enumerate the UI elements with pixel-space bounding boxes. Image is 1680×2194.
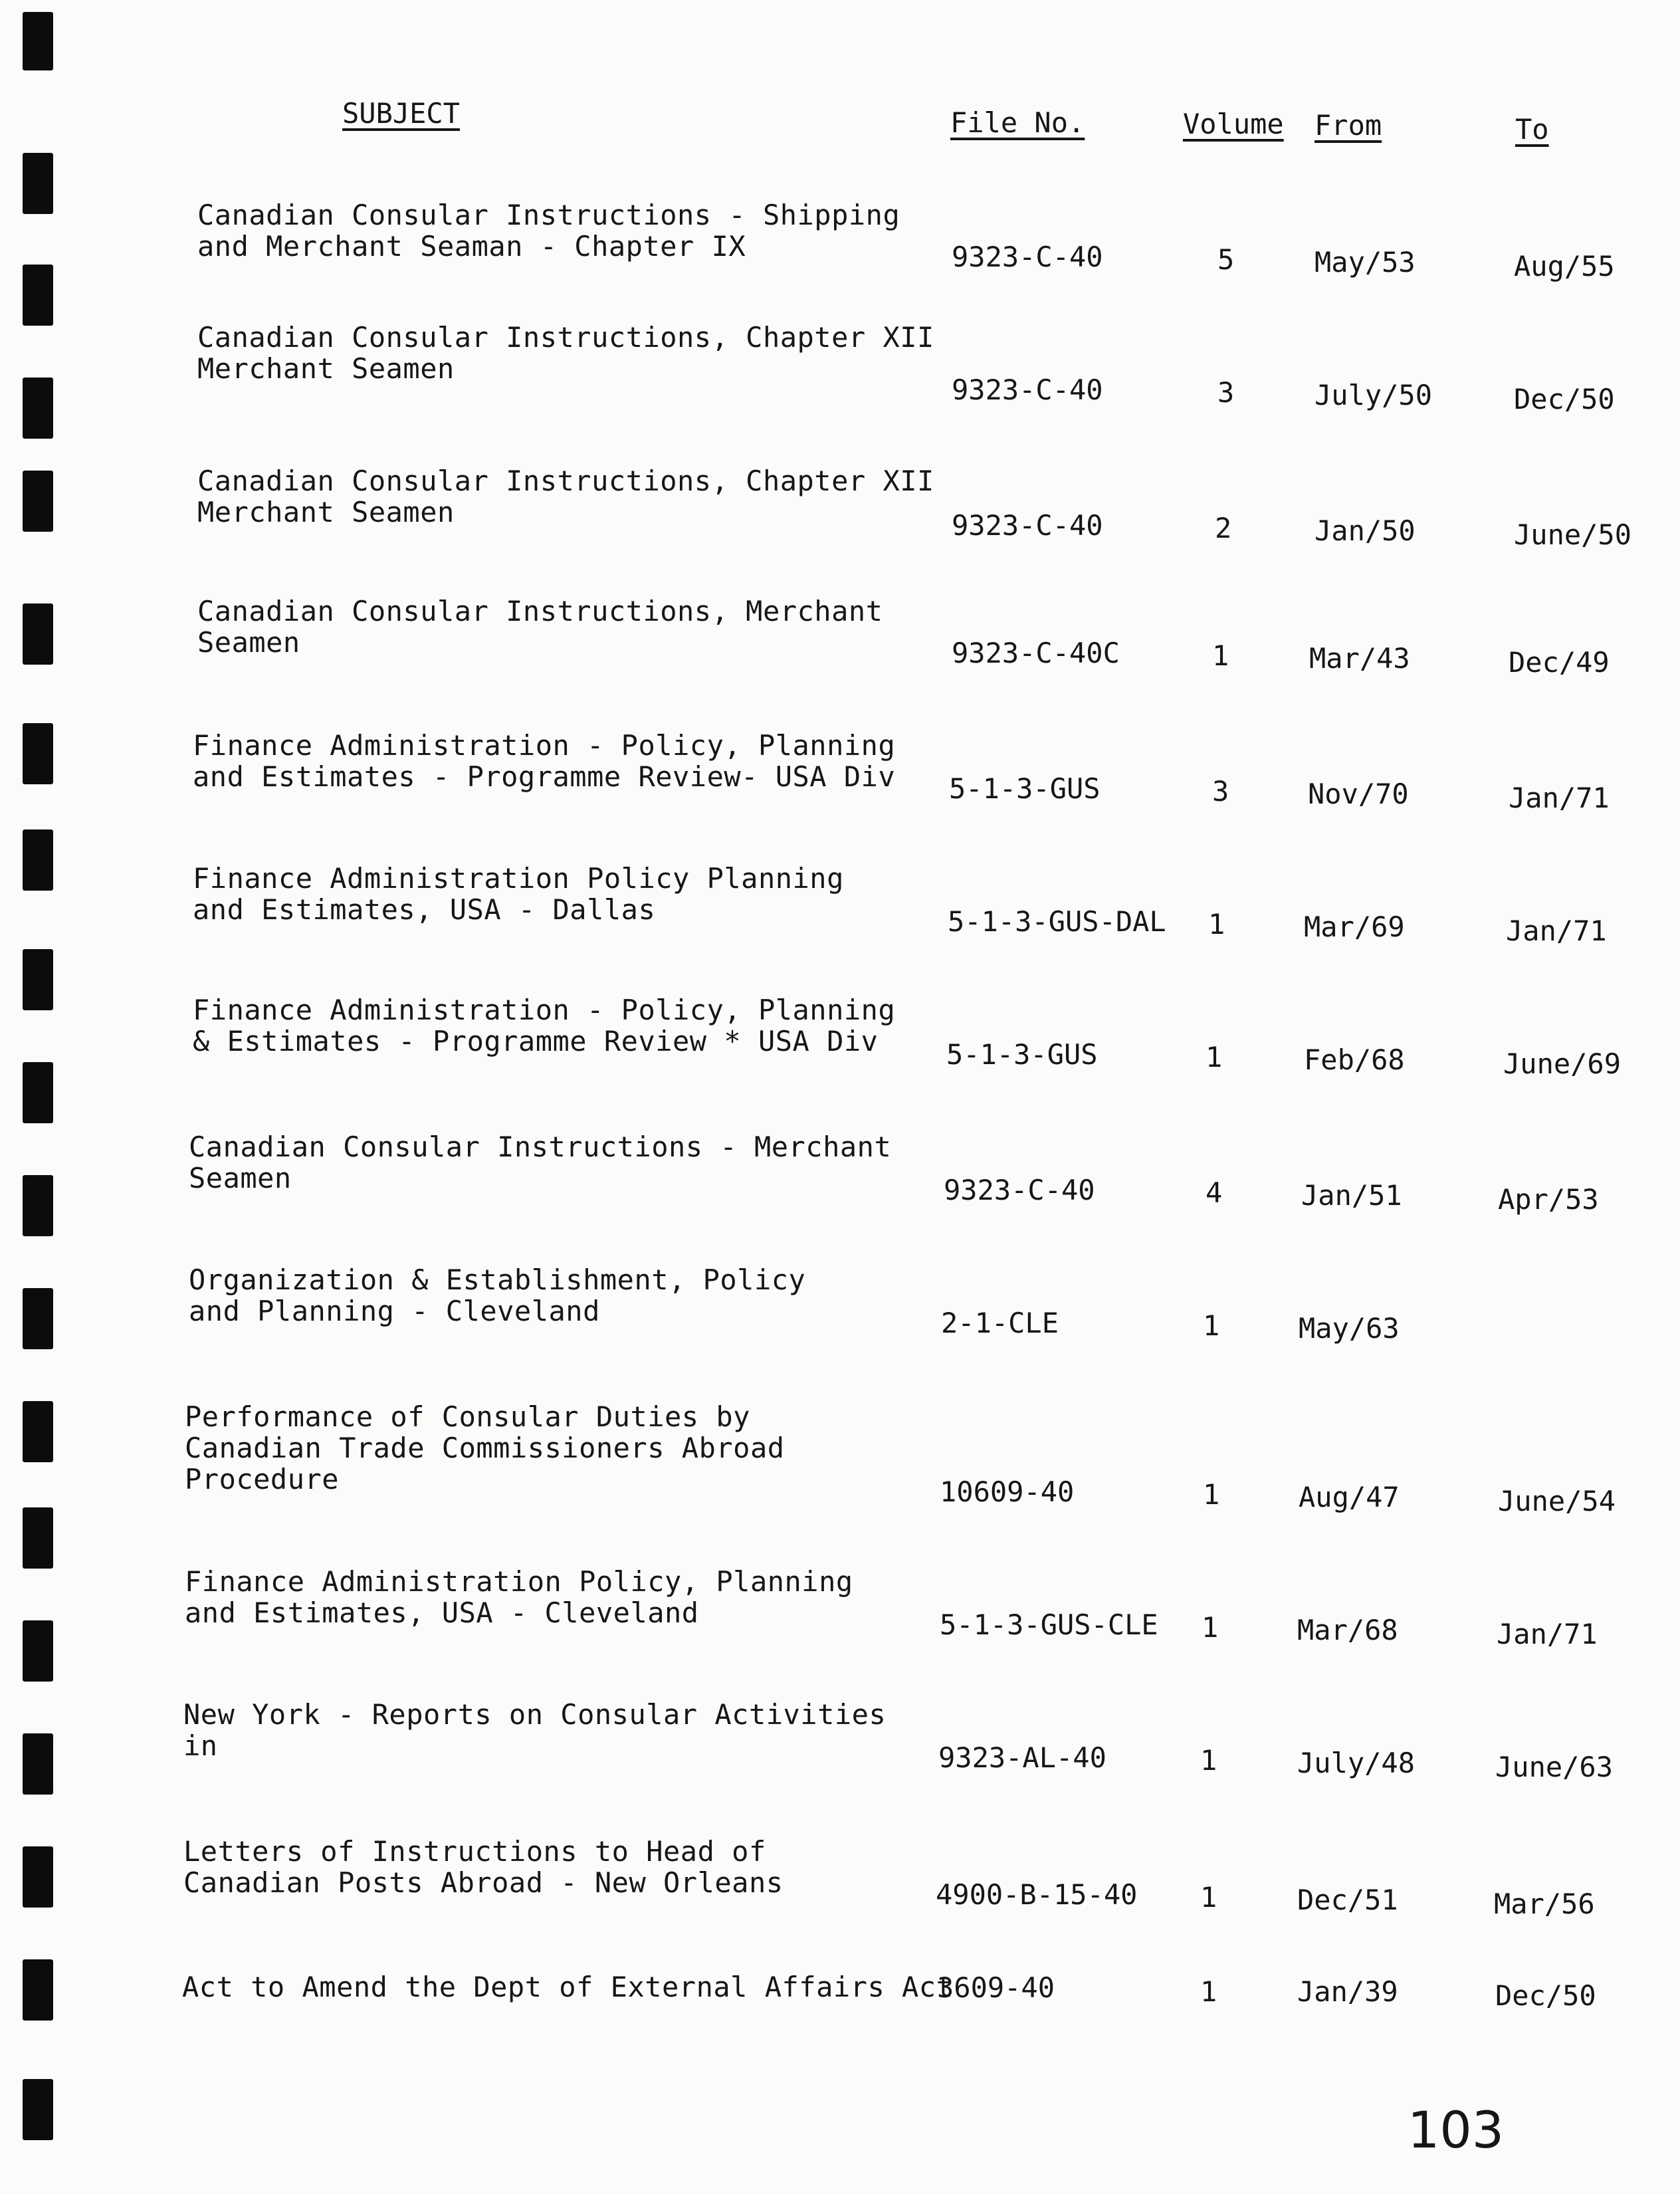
binder-hole	[23, 1507, 53, 1569]
to-cell: Mar/56	[1494, 1888, 1595, 1920]
subject-cell: Canadian Consular Instructions, Chapter XII Merchant Seamen	[197, 465, 934, 528]
subject-cell: Canadian Consular Instructions - Shipping and Merchant Seaman - Chapter IX	[197, 199, 900, 263]
volume-cell: 1	[1206, 1041, 1223, 1073]
subject-cell: Canadian Consular Instructions, Merchant Seamen	[197, 595, 883, 659]
header-from: From	[1314, 109, 1382, 142]
binder-hole	[23, 2079, 53, 2140]
to-cell: Aug/55	[1514, 250, 1615, 282]
file-no-cell: 9323-C-40	[944, 1174, 1095, 1206]
subject-cell: Canadian Consular Instructions - Merchant Seamen	[189, 1131, 892, 1194]
header-volume: Volume	[1183, 108, 1284, 140]
volume-cell: 5	[1217, 243, 1235, 276]
to-cell: Dec/50	[1495, 1979, 1596, 2012]
file-no-cell: 4900-B-15-40	[936, 1878, 1138, 1911]
to-cell: June/69	[1503, 1047, 1622, 1080]
from-cell: Mar/68	[1297, 1614, 1398, 1646]
from-cell: July/48	[1297, 1747, 1416, 1779]
binder-hole	[23, 829, 53, 891]
binder-hole	[23, 1062, 53, 1123]
from-cell: May/63	[1299, 1312, 1400, 1345]
to-cell: Dec/49	[1509, 646, 1610, 679]
from-cell: Jan/39	[1297, 1975, 1398, 2008]
volume-cell: 3	[1217, 376, 1235, 409]
binder-hole	[23, 1401, 53, 1462]
file-no-cell: 5-1-3-GUS	[946, 1038, 1098, 1071]
binder-hole	[23, 471, 53, 532]
to-cell: Apr/53	[1498, 1183, 1599, 1216]
header-file-no: File No.	[950, 106, 1085, 139]
to-cell: Jan/71	[1497, 1618, 1598, 1650]
subject-cell: Organization & Establishment, Policy and Planning - Cleveland	[189, 1263, 806, 1327]
file-no-cell: 5-1-3-GUS	[949, 772, 1101, 805]
header-to: To	[1515, 113, 1549, 146]
from-cell: Mar/69	[1304, 911, 1405, 943]
from-cell: Feb/68	[1304, 1043, 1405, 1076]
subject-cell: Letters of Instructions to Head of Canadian Posts Abroad - New Orleans	[183, 1835, 784, 1899]
file-no-cell: 9323-C-40	[952, 374, 1103, 406]
binder-hole	[23, 1620, 53, 1682]
binder-hole	[23, 723, 53, 784]
volume-cell: 2	[1215, 512, 1232, 544]
file-no-cell: 9323-C-40	[952, 241, 1103, 273]
binder-hole	[23, 12, 53, 70]
binder-hole	[23, 378, 53, 439]
file-no-cell: 9323-C-40	[952, 509, 1103, 542]
subject-cell: Act to Amend the Dept of External Affairs Act	[182, 1971, 954, 2003]
volume-cell: 3	[1212, 775, 1229, 808]
to-cell: June/63	[1495, 1751, 1614, 1783]
from-cell: Mar/43	[1309, 642, 1410, 675]
volume-cell: 1	[1212, 639, 1229, 672]
file-no-cell: 9323-AL-40	[938, 1741, 1106, 1774]
binder-hole	[23, 1175, 53, 1236]
volume-cell: 1	[1208, 908, 1225, 940]
subject-cell: Finance Administration Policy, Planning and Estimates, USA - Cleveland	[185, 1565, 853, 1629]
volume-cell: 4	[1206, 1176, 1223, 1209]
file-no-cell: 5-1-3-GUS-DAL	[948, 905, 1166, 938]
subject-cell: Performance of Consular Duties by Canadian Trade Commissioners Abroad Procedure	[185, 1400, 785, 1495]
from-cell: Dec/51	[1297, 1884, 1398, 1916]
page-number: 103	[1408, 2100, 1505, 2159]
binder-hole	[23, 153, 53, 214]
file-no-cell: 10609-40	[940, 1476, 1075, 1508]
subject-cell: Finance Administration - Policy, Planning and Estimates - Programme Review- USA Div	[193, 729, 896, 793]
binder-hole	[23, 1733, 53, 1795]
binder-hole	[23, 265, 53, 326]
to-cell: June/54	[1498, 1485, 1616, 1517]
subject-cell: Finance Administration Policy Planning and Estimates, USA - Dallas	[193, 862, 844, 926]
to-cell: Dec/50	[1514, 383, 1615, 415]
binder-hole	[23, 949, 53, 1010]
subject-cell: Canadian Consular Instructions, Chapter XII Merchant Seamen	[197, 321, 934, 385]
binder-hole	[23, 1846, 53, 1908]
from-cell: Aug/47	[1299, 1481, 1400, 1513]
binder-hole	[23, 1959, 53, 2021]
volume-cell: 1	[1203, 1309, 1220, 1342]
from-cell: May/53	[1314, 246, 1416, 278]
from-cell: Jan/51	[1301, 1179, 1402, 1212]
header-subject: SUBJECT	[342, 97, 461, 130]
to-cell: Jan/71	[1509, 782, 1610, 814]
from-cell: July/50	[1314, 379, 1433, 411]
volume-cell: 1	[1200, 1744, 1217, 1777]
file-no-cell: 2-1-CLE	[941, 1307, 1059, 1339]
volume-cell: 1	[1202, 1611, 1219, 1644]
volume-cell: 1	[1200, 1881, 1217, 1914]
file-no-cell: 5-1-3-GUS-CLE	[940, 1608, 1158, 1641]
volume-cell: 1	[1200, 1975, 1217, 2008]
file-no-cell: 9323-C-40C	[952, 637, 1120, 669]
subject-cell: New York - Reports on Consular Activities in	[183, 1698, 887, 1762]
volume-cell: 1	[1203, 1478, 1220, 1511]
binder-hole	[23, 603, 53, 665]
to-cell: Jan/71	[1506, 915, 1607, 947]
subject-cell: Finance Administration - Policy, Planning & Estimates - Programme Review * USA Div	[193, 994, 896, 1057]
binder-hole	[23, 1288, 53, 1349]
from-cell: Nov/70	[1308, 778, 1409, 810]
to-cell: June/50	[1514, 518, 1632, 551]
from-cell: Jan/50	[1314, 514, 1416, 547]
file-no-cell: 3609-40	[937, 1971, 1055, 2004]
